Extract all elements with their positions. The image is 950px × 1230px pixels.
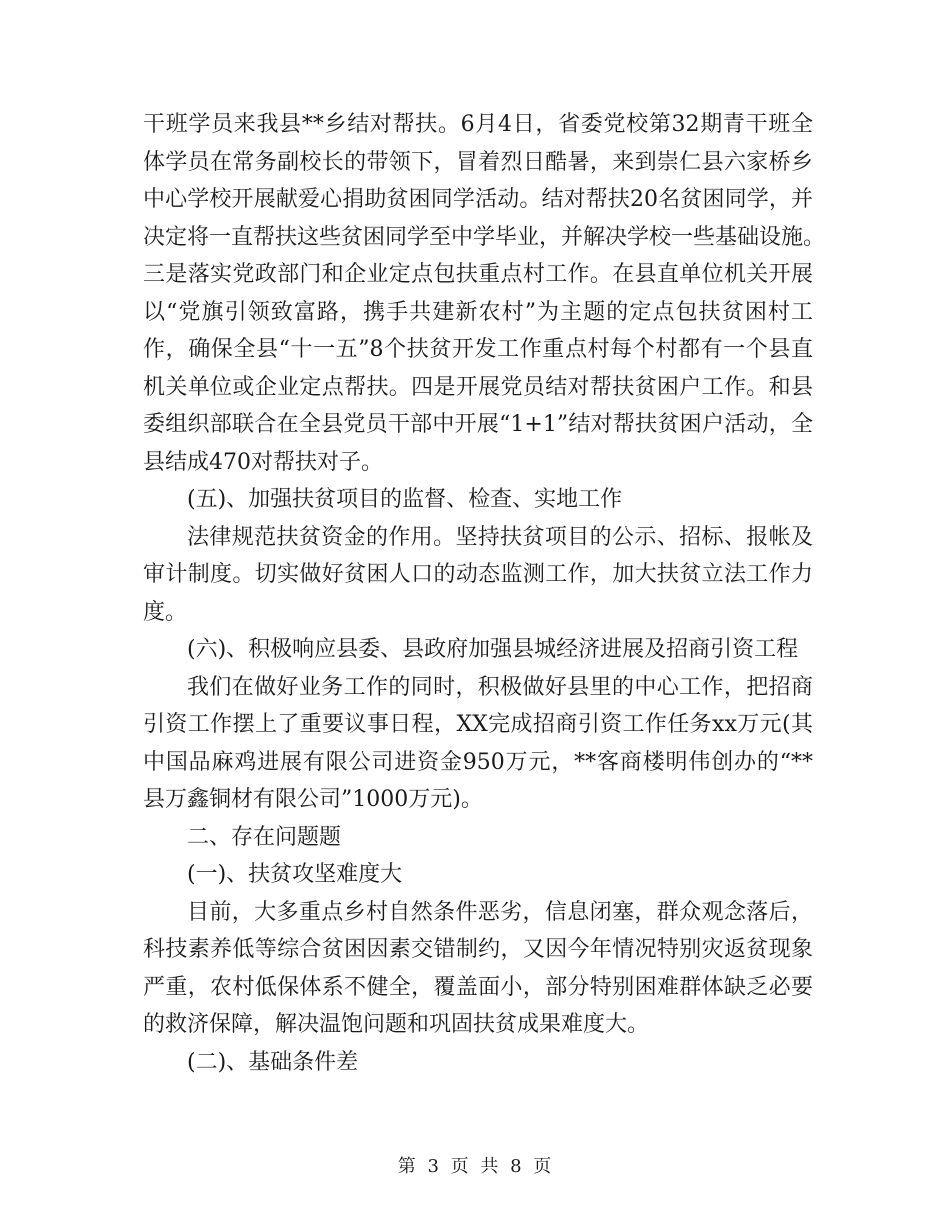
section-heading: (五)、加强扶贫项目的监督、检查、实地工作: [187, 487, 623, 512]
text-line: 决定将一直帮扶这些贫困同学至中学毕业，并解决学校一些基础设施。: [143, 224, 826, 250]
page-number-footer: 第 3 页 共 8 页: [397, 1156, 553, 1177]
text-line: 法律规范扶贫资金的作用。坚持扶贫项目的公示、招标、报帐及: [187, 524, 813, 550]
text-line: 县万鑫铜材有限公司”1000万元)。: [143, 787, 483, 812]
text-line: 委组织部联合在全县党员干部中开展“1+1”结对帮扶贫困户活动，全: [143, 412, 813, 437]
text-line: 中国品麻鸡进展有限公司进资金950万元，**客商楼明伟创办的“**: [143, 749, 813, 775]
text-line: 县结成470对帮扶对子。: [143, 449, 383, 475]
text-line: 机关单位或企业定点帮扶。四是开展党员结对帮扶贫困户工作。和县: [143, 374, 813, 400]
text-line: 目前，大多重点乡村自然条件恶劣，信息闭塞，群众观念落后，: [187, 899, 813, 925]
text-line: 干班学员来我县**乡结对帮扶。6月4日，省委党校第32期青干班全: [143, 112, 813, 137]
text-line: 我们在做好业务工作的同时，积极做好县里的中心工作，把招商: [187, 674, 813, 700]
text-line: 科技素养低等综合贫困因素交错制约，又因今年情况特别灾返贫现象: [143, 937, 813, 962]
text-line: 作，确保全县“十一五”8个扶贫开发工作重点村每个村都有一个县直: [143, 337, 813, 362]
document-body: [143, 106, 826, 1081]
text-line: 以“党旗引领致富路，携手共建新农村”为主题的定点包扶贫困村工: [143, 299, 813, 325]
section-heading: 二、存在问题题: [187, 824, 342, 850]
text-line: 中心学校开展献爱心捐助贫困同学活动。结对帮扶20名贫困同学，并: [143, 187, 813, 212]
text-line: 度。: [143, 599, 188, 625]
section-heading: (二)、基础条件差: [187, 1049, 359, 1075]
text-line: 审计制度。切实做好贫困人口的动态监测工作，加大扶贫立法工作力: [143, 562, 813, 587]
section-heading: (六)、积极响应县委、县政府加强县城经济进展及招商引资工程: [187, 637, 799, 662]
text-line: 体学员在常务副校长的带领下，冒着烈日酷暑，来到崇仁县六家桥乡: [143, 149, 813, 175]
text-line: 引资工作摆上了重要议事日程，XX完成招商引资工作任务xx万元(其: [143, 712, 813, 737]
text-line: 严重，农村低保体系不健全，覆盖面小，部分特别困难群体缺乏必要: [143, 974, 813, 1000]
text-line: 三是落实党政部门和企业定点包扶重点村工作。在县直单位机关开展: [143, 262, 813, 287]
text-line: 的救济保障，解决温饱问题和巩固扶贫成果难度大。: [143, 1012, 650, 1037]
section-heading: (一)、扶贫攻坚难度大: [187, 862, 403, 887]
